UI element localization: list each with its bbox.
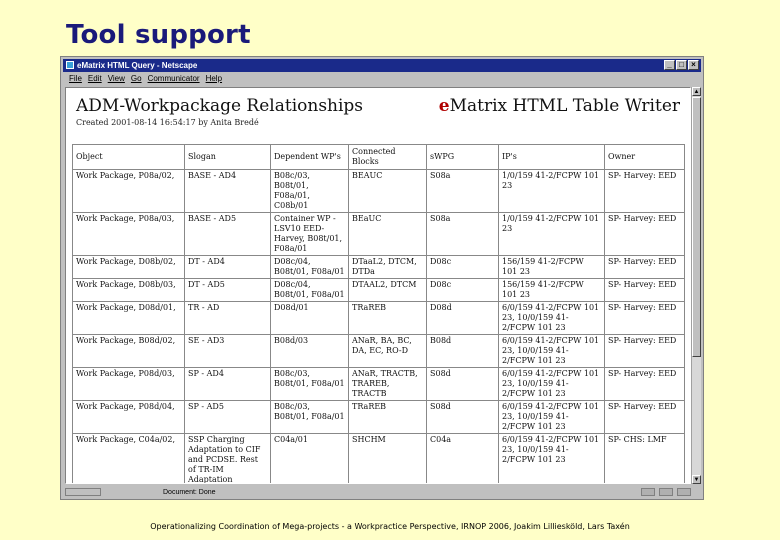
cell-slogan: DT - AD5 <box>185 279 271 302</box>
status-bar <box>63 487 701 498</box>
cell-dependent-wps: D08c/04, B08t/01, F08a/01 <box>271 256 349 279</box>
cell-connected-blocks: DTaaL2, DTCM, DTDa <box>349 256 427 279</box>
cell-connected-blocks: ANaR, TRACTB, TRAREB, TRACTB <box>349 368 427 401</box>
cell-swpg: S08d <box>427 401 499 434</box>
progress-indicator <box>65 488 101 496</box>
menu-bar <box>63 73 701 84</box>
cell-swpg: S08d <box>427 368 499 401</box>
menu-help[interactable]: Help <box>205 74 223 83</box>
brand-title <box>439 96 680 116</box>
slide-title: Tool support <box>66 20 251 50</box>
cell-connected-blocks: DTAAL2, DTCM <box>349 279 427 302</box>
menu-edit[interactable]: Edit <box>87 74 102 83</box>
table-header-row <box>73 145 685 170</box>
window-titlebar <box>63 59 701 72</box>
col-header-slogan: Slogan <box>185 145 271 170</box>
menu-view[interactable]: View <box>107 74 125 83</box>
table-row <box>73 434 685 485</box>
cell-ips: 6/0/159 41-2/FCPW 101 23, 10/0/159 41-2/FCPW 101 23 <box>499 335 605 368</box>
minimize-button[interactable]: _ <box>664 60 675 70</box>
cell-ips: 6/0/159 41-2/FCPW 101 23, 10/0/159 41-2/FCPW 101 23 <box>499 302 605 335</box>
cell-dependent-wps: D08d/01 <box>271 302 349 335</box>
cell-object: Work Package, P08a/02, <box>73 170 185 213</box>
cell-dependent-wps: Container WP - LSV10 EED-Harvey, B08t/01, F08a/01 <box>271 213 349 256</box>
table-row <box>73 170 685 213</box>
cell-swpg: D08d <box>427 302 499 335</box>
col-header-ips: IP's <box>499 145 605 170</box>
cell-connected-blocks: SHCHM <box>349 434 427 485</box>
page-heading: ADM-Workpackage Relationships <box>76 96 364 116</box>
cell-dependent-wps: D08c/04, B08t/01, F08a/01 <box>271 279 349 302</box>
table-row <box>73 256 685 279</box>
table-body <box>73 170 685 485</box>
cell-swpg: D08c <box>427 279 499 302</box>
window-title: eMatrix HTML Query - Netscape <box>77 61 198 70</box>
cell-swpg: S08a <box>427 170 499 213</box>
cell-dependent-wps: B08c/03, B08t/01, F08a/01 <box>271 368 349 401</box>
cell-connected-blocks: ANaR, BA, BC, DA, EC, RO-D <box>349 335 427 368</box>
cell-object: Work Package, B08d/02, <box>73 335 185 368</box>
maximize-button[interactable]: □ <box>676 60 687 70</box>
cell-slogan: SSP Charging Adaptation to CIF and PCDSE. Rest of TR-IM Adaptation <box>185 434 271 485</box>
cell-owner: SP- Harvey: EED <box>605 256 685 279</box>
cell-slogan: DT - AD4 <box>185 256 271 279</box>
mail-icon[interactable] <box>659 488 673 496</box>
cell-slogan: BASE - AD4 <box>185 170 271 213</box>
cell-ips: 1/0/159 41-2/FCPW 101 23 <box>499 213 605 256</box>
table-row <box>73 279 685 302</box>
cell-owner: SP- Harvey: EED <box>605 401 685 434</box>
slide-footer: Operationalizing Coordination of Mega-projects - a Workpractice Perspective, IRNOP 2006, Joakim Lilliesköld, Lars Taxén <box>150 522 630 531</box>
cell-dependent-wps: B08c/03, B08t/01, F08a/01 <box>271 401 349 434</box>
cell-object: Work Package, D08b/03, <box>73 279 185 302</box>
cell-swpg: S08a <box>427 213 499 256</box>
cell-slogan: SP - AD5 <box>185 401 271 434</box>
cell-ips: 6/0/159 41-2/FCPW 101 23, 10/0/159 41-2/FCPW 101 23 <box>499 434 605 485</box>
cell-object: Work Package, C04a/02, <box>73 434 185 485</box>
cell-slogan: TR - AD <box>185 302 271 335</box>
cell-owner: SP- Harvey: EED <box>605 335 685 368</box>
col-header-object: Object <box>73 145 185 170</box>
cell-object: Work Package, D08b/02, <box>73 256 185 279</box>
cell-ips: 6/0/159 41-2/FCPW 101 23, 10/0/159 41-2/FCPW 101 23 <box>499 368 605 401</box>
table-row <box>73 302 685 335</box>
window-controls <box>664 60 699 70</box>
close-button[interactable]: × <box>688 60 699 70</box>
table-row <box>73 368 685 401</box>
cell-dependent-wps: B08c/03, B08t/01, F08a/01, C08b/01 <box>271 170 349 213</box>
security-lock-icon[interactable] <box>641 488 655 496</box>
cell-owner: SP- Harvey: EED <box>605 213 685 256</box>
cell-ips: 156/159 41-2/FCPW 101 23 <box>499 256 605 279</box>
status-icons <box>641 488 691 496</box>
col-header-connected-blocks: Connected Blocks <box>349 145 427 170</box>
scroll-up-arrow-icon[interactable]: ▲ <box>693 89 700 95</box>
relationships-table <box>72 144 685 484</box>
cell-owner: SP- Harvey: EED <box>605 368 685 401</box>
cell-ips: 1/0/159 41-2/FCPW 101 23 <box>499 170 605 213</box>
cell-object: Work Package, P08d/04, <box>73 401 185 434</box>
cell-owner: SP- CHS: LMF <box>605 434 685 485</box>
component-bar-icon[interactable] <box>677 488 691 496</box>
vertical-scrollbar[interactable] <box>691 87 701 484</box>
table-row <box>73 335 685 368</box>
cell-swpg: B08d <box>427 335 499 368</box>
scroll-thumb[interactable] <box>692 97 701 357</box>
cell-ips: 6/0/159 41-2/FCPW 101 23, 10/0/159 41-2/FCPW 101 23 <box>499 401 605 434</box>
col-header-swpg: sWPG <box>427 145 499 170</box>
cell-connected-blocks: TRaREB <box>349 401 427 434</box>
scroll-down-arrow-icon[interactable]: ▼ <box>693 477 700 483</box>
menu-communicator[interactable]: Communicator <box>147 74 200 83</box>
cell-owner: SP- Harvey: EED <box>605 302 685 335</box>
cell-owner: SP- Harvey: EED <box>605 170 685 213</box>
menu-go[interactable]: Go <box>130 74 142 83</box>
created-info: Created 2001-08-14 16:54:17 by Anita Bredé <box>76 118 259 127</box>
cell-slogan: SP - AD4 <box>185 368 271 401</box>
cell-object: Work Package, P08d/03, <box>73 368 185 401</box>
col-header-owner: Owner <box>605 145 685 170</box>
cell-connected-blocks: BEaUC <box>349 213 427 256</box>
cell-slogan: BASE - AD5 <box>185 213 271 256</box>
cell-dependent-wps: C04a/01 <box>271 434 349 485</box>
table-row <box>73 401 685 434</box>
cell-ips: 156/159 41-2/FCPW 101 23 <box>499 279 605 302</box>
cell-object: Work Package, P08a/03, <box>73 213 185 256</box>
browser-window <box>60 56 704 500</box>
status-text: Document: Done <box>163 489 216 496</box>
cell-object: Work Package, D08d/01, <box>73 302 185 335</box>
brand-rest: Matrix HTML Table Writer <box>449 96 680 116</box>
cell-slogan: SE - AD3 <box>185 335 271 368</box>
cell-connected-blocks: BEAUC <box>349 170 427 213</box>
menu-file[interactable]: File <box>69 74 82 83</box>
table-row <box>73 213 685 256</box>
cell-swpg: C04a <box>427 434 499 485</box>
cell-owner: SP- Harvey: EED <box>605 279 685 302</box>
cell-swpg: D08c <box>427 256 499 279</box>
brand-e: e <box>438 96 450 116</box>
cell-connected-blocks: TRaREB <box>349 302 427 335</box>
cell-dependent-wps: B08d/03 <box>271 335 349 368</box>
col-header-dependent-wps: Dependent WP's <box>271 145 349 170</box>
netscape-app-icon <box>66 61 74 69</box>
page-viewport <box>65 87 691 484</box>
